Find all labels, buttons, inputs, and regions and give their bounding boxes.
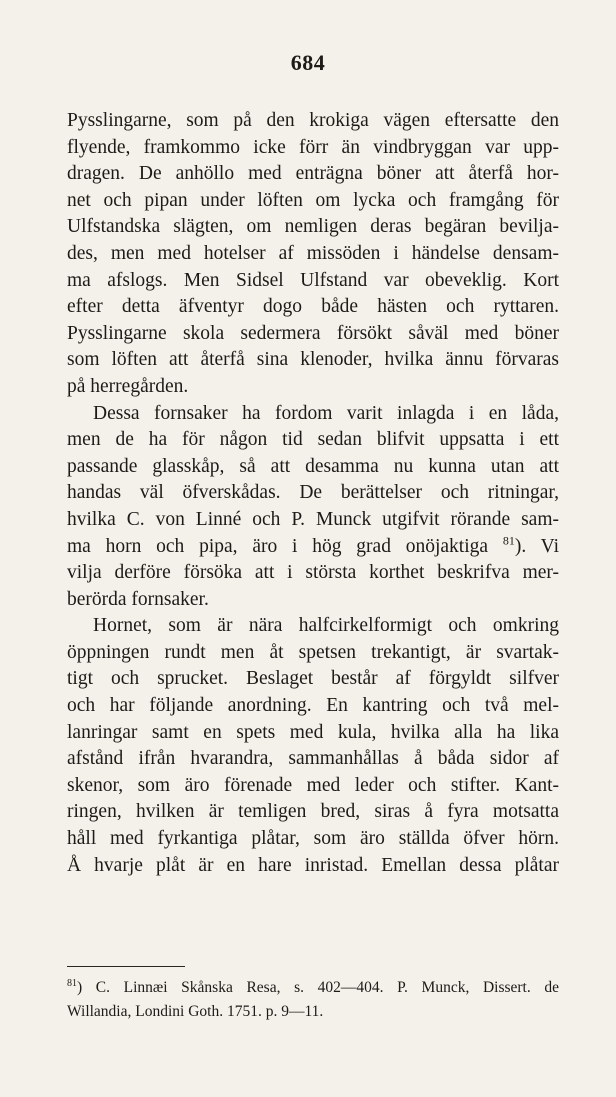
text-line-content: skenor, som äro förenade med leder och stifter. Kant-: [67, 774, 559, 796]
text-line: [67, 693, 559, 720]
text-line: [67, 853, 559, 880]
footnote-marker: 81: [67, 977, 77, 989]
text-line: [67, 374, 559, 401]
text-line-content: som löften att återfå sina klenoder, hvilka ännu förvaras: [67, 349, 559, 371]
text-line-content: flyende, framkommo icke förr än vindbryggan var upp-: [67, 136, 559, 158]
footnote-line: [67, 976, 559, 1000]
body-text: [67, 108, 559, 879]
text-line-content: afstånd ifrån hvarandra, sammanhållas å båda sidor af: [67, 748, 559, 770]
text-line-content: passande glasskåp, så att desamma nu kunna utan att: [67, 455, 559, 477]
text-line: [67, 268, 559, 295]
text-line-content: Pysslingarne, som på den krokiga vägen eftersatte den: [67, 110, 559, 131]
footnote-text: Willandia, Londini Goth. 1751. p. 9—11.: [67, 1003, 324, 1020]
text-line-content: hvilka C. von Linné och P. Munck utgifvit rörande sam-: [67, 508, 559, 530]
text-line-content: håll med fyrkantiga plåtar, som äro ställda öfver hörn.: [67, 828, 559, 850]
text-line: [67, 826, 559, 853]
text-line-content: berörda fornsaker.: [67, 588, 209, 610]
text-line-content: Hornet, som är nära halfcirkelformigt och omkring: [93, 615, 559, 637]
text-line-content: men de ha för någon tid sedan blifvit uppsatta i ett: [67, 429, 559, 451]
footnote-text: ) C. Linnæi Skånska Resa, s. 402—404. P. Munck, Dissert. de: [77, 979, 559, 996]
text-line-content: handas väl öfverskådas. De berättelser och ritningar,: [67, 482, 559, 504]
text-line-tail: ). Vi: [514, 535, 559, 557]
text-line: [67, 214, 559, 241]
text-line-content: vilja derföre försöka att i största korthet beskrifva mer-: [67, 562, 559, 584]
text-line: [67, 454, 559, 481]
text-line-content: dragen. De anhöllo med enträgna böner att återfå hor-: [67, 163, 559, 185]
text-line: [67, 534, 559, 561]
text-line-content: öppningen rundt men åt spetsen trekantigt, är svartak-: [67, 641, 559, 663]
text-line-content: ma horn och pipa, äro i hög grad onöjaktiga: [67, 535, 489, 557]
text-line-content: efter detta äfventyr dogo både hästen och ryttaren.: [67, 296, 559, 318]
text-line-content: tigt och sprucket. Beslaget består af förgyldt silfver: [67, 668, 559, 690]
text-line: [67, 720, 559, 747]
text-line: [67, 347, 559, 374]
text-line-content: Å hvarje plåt är en hare inristad. Emellan dessa plåtar: [67, 854, 559, 876]
text-line-content: ringen, hvilken är temligen bred, siras å fyra motsatta: [67, 801, 559, 823]
text-line: [67, 135, 559, 162]
text-line: [67, 480, 559, 507]
text-line: [67, 666, 559, 693]
text-line-content: des, men med hotelser af missöden i händelse densam-: [67, 242, 559, 264]
text-line: [67, 188, 559, 215]
text-line: [67, 108, 559, 135]
text-line-content: net och pipan under löften om lycka och framgång för: [67, 189, 559, 211]
text-line: [67, 799, 559, 826]
text-line-content: lanringar samt en spets med kula, hvilka alla ha lika: [67, 721, 559, 743]
text-line: [67, 560, 559, 587]
text-line-content: på herregården.: [67, 375, 189, 397]
footnote-line: [67, 1000, 559, 1024]
text-line: [67, 746, 559, 773]
footnote-reference: 81: [502, 533, 515, 547]
text-line-content: ma afslogs. Men Sidsel Ulfstand var obeveklig. Kort: [67, 269, 559, 291]
text-line: [67, 241, 559, 268]
text-line: [67, 640, 559, 667]
text-line: [67, 294, 559, 321]
text-line: [67, 507, 559, 534]
footnote-divider: [67, 966, 185, 967]
text-line: [67, 427, 559, 454]
text-line-content: Dessa fornsaker ha fordom varit inlagda i en låda,: [93, 402, 559, 424]
text-line: [67, 321, 559, 348]
page-number: 684: [290, 50, 326, 75]
text-line: [67, 161, 559, 188]
text-line: [67, 587, 559, 614]
text-line-content: Pysslingarne skola sedermera försökt såväl med böner: [67, 322, 559, 344]
text-line: [67, 401, 559, 428]
text-line-content: Ulfstandska slägten, om nemligen deras begäran bevilja-: [67, 216, 559, 238]
text-line: [67, 773, 559, 800]
text-line: [67, 613, 559, 640]
text-line-content: och har följande anordning. En kantring och två mel-: [67, 695, 559, 717]
footnotes: [67, 976, 559, 1024]
